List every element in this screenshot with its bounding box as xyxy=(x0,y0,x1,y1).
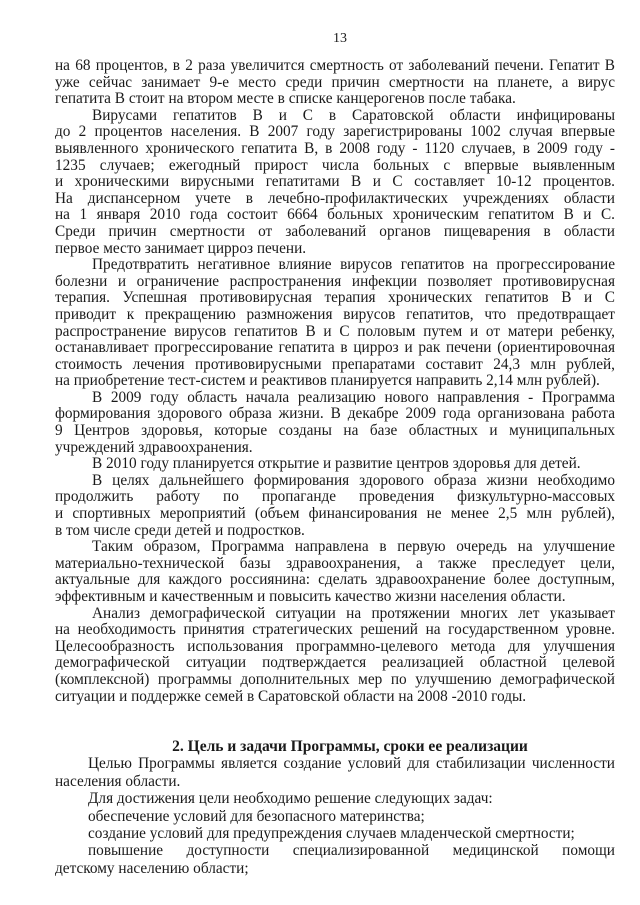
text-line: в том числе среди детей и подростков. xyxy=(55,521,305,539)
text-line: демографической ситуации подтверждается реализацией областной целевой xyxy=(55,654,615,672)
text-line: останавливает прогрессирование гепатита в цирроз и рак печени (ориентировочная xyxy=(55,339,615,357)
text-line: (комплексной) программы дополнительных мер по улучшению демографической xyxy=(55,670,615,688)
text-line: учреждений здравоохранения. xyxy=(55,438,253,456)
text-line: на 68 процентов, в 2 раза увеличится смертность от заболеваний печени. Гепатит В xyxy=(55,57,615,74)
paragraph xyxy=(55,108,615,257)
text-line: на приобретение тест-систем и реактивов планируется направить 2,14 млн рублей). xyxy=(55,372,600,390)
text-line: В 2010 году планируется открытие и развитие центров здоровья для детей. xyxy=(92,455,581,473)
text-line: формирования здорового образа жизни. В декабре 2009 года организована работа xyxy=(55,405,615,423)
text-line: на 1 января 2010 года состоит 6664 больных хроническим гепатитом В и С. xyxy=(55,206,615,224)
section-2 xyxy=(55,738,615,877)
text-line: гепатита В стоит на втором месте в списке канцерогенов после табака. xyxy=(55,90,516,108)
text-line: Целью Программы является создание условий для стабилизации численности xyxy=(88,755,615,773)
text-line: На диспансерном учете в лечебно-профилактических учреждениях области xyxy=(55,189,615,207)
paragraph xyxy=(55,842,615,877)
text-line: ситуации и поддержке семей в Саратовской области на 2008 -2010 годы. xyxy=(55,687,527,705)
text-line: приводит к прекращению размножения вирусов гепатитов, что предотвращает xyxy=(55,305,615,323)
text-line: стоимость лечения противовирусными препаратами составит 24,3 млн рублей, xyxy=(55,355,615,373)
text-line: Анализ демографической ситуации на протяжении многих лет указывает xyxy=(92,604,615,622)
text-line: 1235 случаев; ежегодный прирост числа больных с впервые выявленным xyxy=(55,156,615,174)
text-line: и спортивных мероприятий (объем финансирования не менее 2,5 млн рублей), xyxy=(55,505,615,523)
paragraph xyxy=(55,790,615,807)
text-line: продолжить работу по пропаганде проведения физкультурно-массовых xyxy=(55,488,615,506)
paragraph xyxy=(55,390,615,456)
text-line: создание условий для предупреждения случаев младенческой смертности; xyxy=(88,824,575,842)
paragraph xyxy=(55,755,615,790)
text-line: повышение доступности специализированной медицинской помощи xyxy=(88,842,615,860)
text-line: актуальные для каждого россиянина: сделать здравоохранение более доступным, xyxy=(55,571,615,589)
text-line: Таким образом, Программа направлена в первую очередь на улучшение xyxy=(92,538,615,556)
body-text xyxy=(55,58,615,705)
paragraph xyxy=(55,456,615,473)
text-line: и хроническими вирусными гепатитами В и С составляет 10-12 процентов. xyxy=(55,173,615,191)
text-line: на необходимость принятия стратегических решений на государственном уровне. xyxy=(55,621,615,639)
paragraph xyxy=(55,473,615,539)
text-line: первое место занимает цирроз печени. xyxy=(55,239,307,257)
text-line: терапия. Успешная противовирусная терапия хронических гепатитов В и С xyxy=(55,289,615,307)
paragraph xyxy=(55,825,615,842)
text-line: В целях дальнейшего формирования здорового образа жизни необходимо xyxy=(92,471,615,489)
text-line: Среди причин смертности от заболеваний органов пищеварения в области xyxy=(55,222,615,240)
paragraph xyxy=(55,539,615,605)
text-line: Для достижения цели необходимо решение следующих задач: xyxy=(88,790,493,808)
text-line: детскому населению области; xyxy=(55,859,249,877)
text-line: уже сейчас занимает 9-е место среди причин смертности на планете, а вирус xyxy=(55,73,615,91)
text-line: болезни и ограничение распространения инфекции позволяет противовирусная xyxy=(55,272,615,290)
text-line: 9 Центров здоровья, которые созданы на базе областных и муниципальных xyxy=(55,422,615,440)
paragraph xyxy=(55,257,615,390)
text-line: материально-технической базы здравоохранения, а также преследует цели, xyxy=(55,554,615,572)
text-line: Целесообразность использования программно-целевого метода для улучшения xyxy=(55,637,615,655)
text-line: Предотвратить негативное влияние вирусов гепатитов на прогрессирование xyxy=(92,256,615,274)
paragraph xyxy=(55,58,615,108)
text-line: распространение вирусов гепатитов В и С половым путем и от матери ребенку, xyxy=(55,322,615,340)
text-line: Вирусами гепатитов В и С в Саратовской области инфицированы xyxy=(92,106,615,124)
section-heading: 2. Цель и задачи Программы, сроки ее реализации xyxy=(172,738,528,755)
text-line: выявленного хронического гепатита В, в 2008 году - 1120 случаев, в 2009 году - xyxy=(55,139,615,157)
text-line: обеспечение условий для безопасного материнства; xyxy=(88,807,425,825)
text-line: населения области. xyxy=(55,772,181,790)
text-line: до 2 процентов населения. В 2007 году зарегистрированы 1002 случая впервые xyxy=(55,123,615,141)
text-line: В 2009 году область начала реализацию нового направления - Программа xyxy=(92,388,615,406)
paragraph xyxy=(55,808,615,825)
text-line: эффективным и качественным и повысить качество жизни населения области. xyxy=(55,588,566,605)
paragraph xyxy=(55,606,615,706)
page-number: 13 xyxy=(333,31,347,46)
